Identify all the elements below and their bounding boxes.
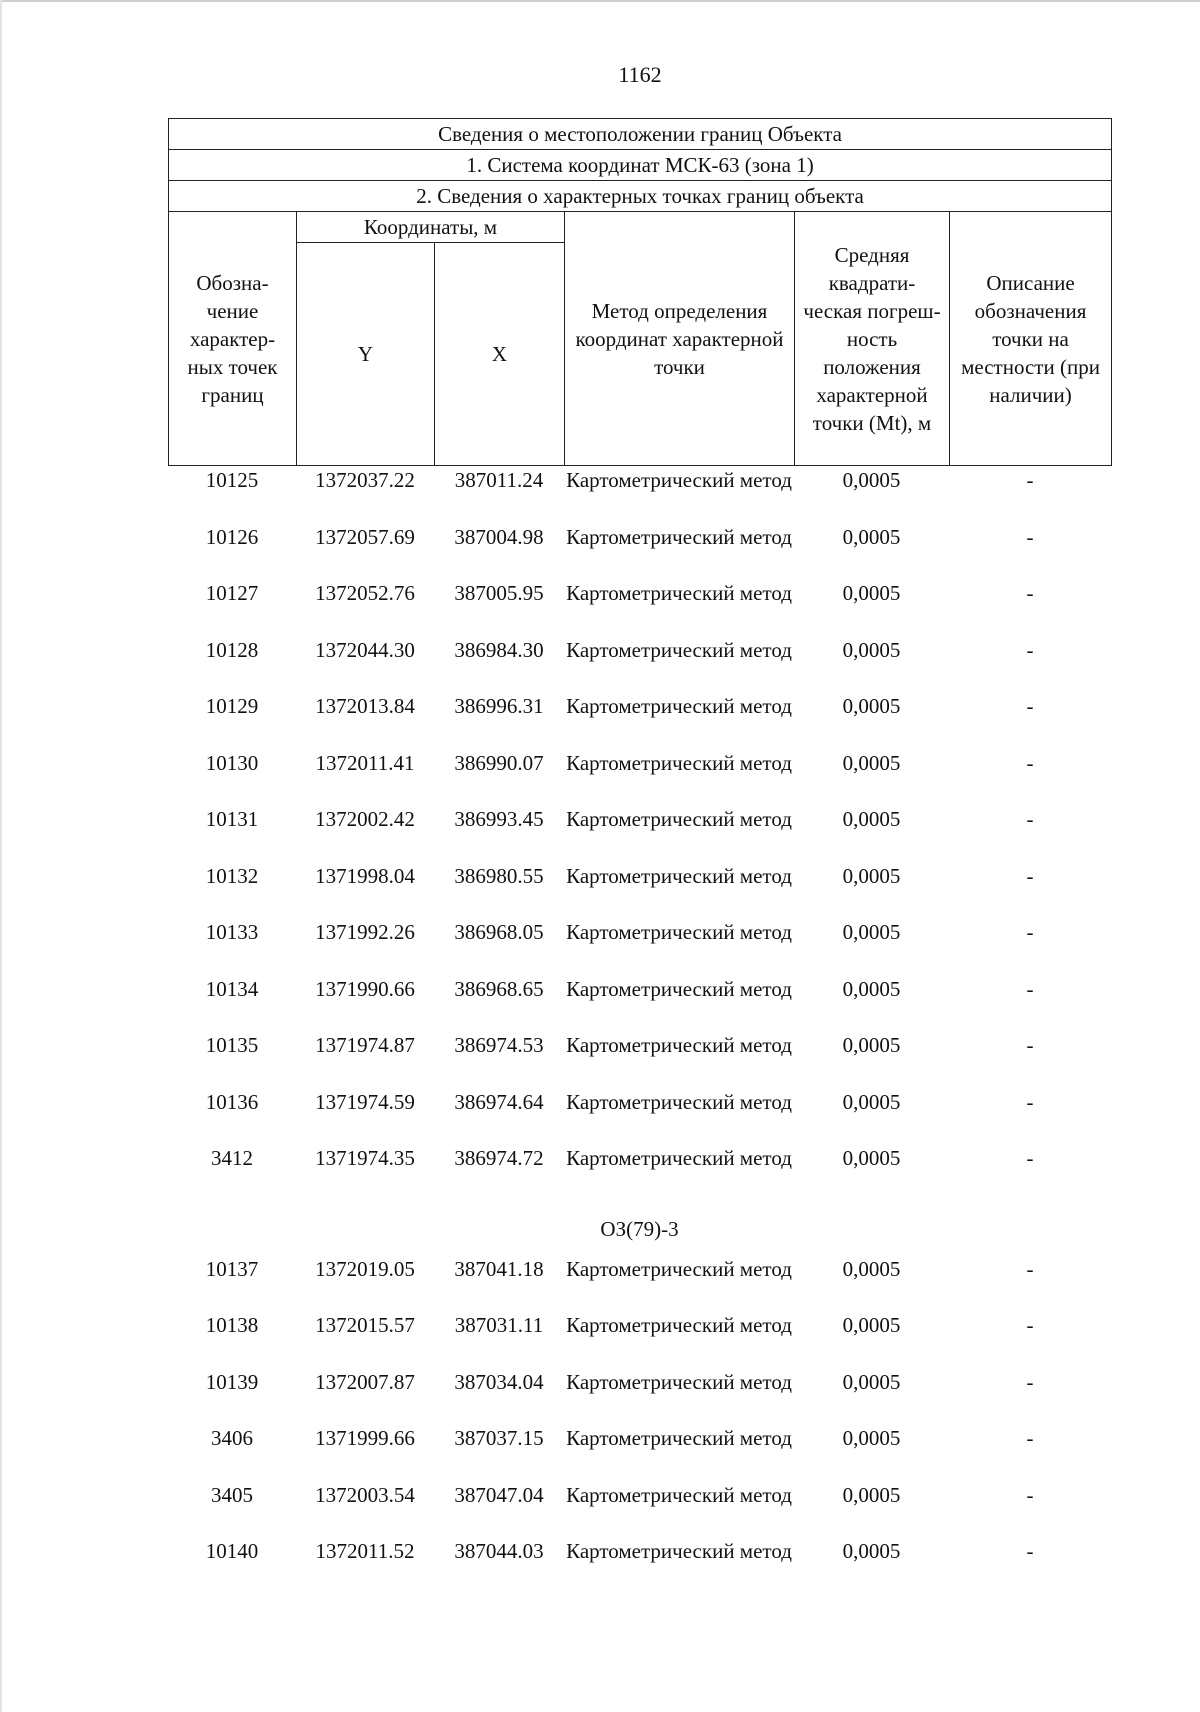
cell-method: Картометрический метод bbox=[566, 468, 792, 492]
cell-error: 0,0005 bbox=[842, 1033, 901, 1057]
cell-point: 10125 bbox=[205, 468, 259, 492]
cell-error: 0,0005 bbox=[842, 524, 901, 549]
cell-x: 386968.65 bbox=[454, 976, 544, 1001]
cell-description: - bbox=[1026, 581, 1034, 605]
header-table bbox=[168, 118, 1112, 466]
cell-description: - bbox=[1026, 863, 1034, 888]
cell-y: 1371992.26 bbox=[315, 920, 415, 944]
table-row bbox=[168, 466, 1111, 523]
cell-point: 10131 bbox=[205, 807, 259, 831]
cell-method: Картометрический метод bbox=[566, 1089, 792, 1114]
cell-description: - bbox=[1026, 1313, 1034, 1337]
cell-x: 386974.72 bbox=[454, 1146, 544, 1170]
cell-description: - bbox=[1026, 1539, 1034, 1563]
cell-x: 386990.07 bbox=[454, 750, 544, 775]
table-row bbox=[168, 579, 1111, 636]
header-description bbox=[950, 212, 1112, 466]
cell-y: 1372044.30 bbox=[315, 637, 415, 662]
table-title: Сведения о местоположении границ Объекта bbox=[169, 119, 1112, 150]
table-row bbox=[168, 975, 1111, 1032]
cell-x: 386984.30 bbox=[454, 637, 544, 662]
cell-y: 1371974.35 bbox=[315, 1146, 415, 1170]
cell-y: 1372011.41 bbox=[315, 750, 415, 775]
cell-method: Картометрический метод bbox=[566, 807, 792, 831]
table-row bbox=[168, 1311, 1111, 1368]
table-body bbox=[168, 466, 1111, 1594]
cell-method: Картометрический метод bbox=[566, 581, 792, 605]
cell-method: Картометрический метод bbox=[566, 1426, 792, 1450]
cell-error: 0,0005 bbox=[842, 637, 901, 662]
cell-description: - bbox=[1026, 1089, 1034, 1114]
cell-x: 387047.04 bbox=[454, 1482, 544, 1507]
coordinate-system-row: 1. Система координат МСК-63 (зона 1) bbox=[169, 150, 1112, 181]
table-row bbox=[168, 749, 1111, 806]
cell-point: 10129 bbox=[205, 694, 259, 718]
cell-method: Картометрический метод bbox=[566, 863, 792, 888]
cell-description: - bbox=[1026, 694, 1034, 718]
header-error-text: Средняя квадрати-ческая погреш-ность положения характерной точки (Mt), м bbox=[803, 242, 941, 435]
cell-y: 1371974.59 bbox=[315, 1089, 415, 1114]
scan-edge-top bbox=[0, 0, 1200, 2]
cell-description: - bbox=[1026, 468, 1034, 492]
cell-description: - bbox=[1026, 920, 1034, 944]
cell-method: Картометрический метод bbox=[566, 1539, 792, 1563]
table-row bbox=[168, 523, 1111, 580]
cell-x: 386996.31 bbox=[454, 694, 544, 718]
cell-point: 10137 bbox=[205, 1256, 259, 1281]
cell-point: 10128 bbox=[205, 637, 259, 662]
cell-point: 3406 bbox=[211, 1426, 253, 1450]
cell-method: Картометрический метод bbox=[566, 1482, 792, 1507]
cell-point: 10135 bbox=[205, 1033, 259, 1057]
cell-error: 0,0005 bbox=[842, 468, 901, 492]
cell-y: 1371974.87 bbox=[315, 1033, 415, 1057]
cell-y: 1372019.05 bbox=[315, 1256, 415, 1281]
cell-error: 0,0005 bbox=[842, 1539, 901, 1563]
cell-error: 0,0005 bbox=[842, 807, 901, 831]
cell-y: 1372057.69 bbox=[315, 524, 415, 549]
scan-edge-left bbox=[0, 0, 2, 1712]
table-row bbox=[168, 1144, 1111, 1201]
cell-method: Картометрический метод bbox=[566, 637, 792, 662]
cell-y: 1372007.87 bbox=[315, 1369, 415, 1394]
table-row bbox=[168, 692, 1111, 749]
cell-description: - bbox=[1026, 1369, 1034, 1394]
table-row bbox=[168, 636, 1111, 693]
cell-error: 0,0005 bbox=[842, 1426, 901, 1450]
cell-y: 1372052.76 bbox=[315, 581, 415, 605]
cell-description: - bbox=[1026, 1426, 1034, 1450]
header-method bbox=[565, 212, 795, 466]
cell-y: 1371990.66 bbox=[315, 976, 415, 1001]
cell-point: 10127 bbox=[205, 581, 259, 605]
cell-x: 387037.15 bbox=[454, 1426, 544, 1450]
cell-method: Картометрический метод bbox=[566, 524, 792, 549]
cell-point: 10133 bbox=[205, 920, 259, 944]
cell-method: Картометрический метод bbox=[566, 920, 792, 944]
cell-x: 386968.05 bbox=[454, 920, 544, 944]
cell-description: - bbox=[1026, 637, 1034, 662]
cell-description: - bbox=[1026, 976, 1034, 1001]
cell-x: 387034.04 bbox=[454, 1369, 544, 1394]
cell-y: 1372037.22 bbox=[315, 468, 415, 492]
cell-error: 0,0005 bbox=[842, 1089, 901, 1114]
cell-x: 387004.98 bbox=[454, 524, 544, 549]
cell-point: 10130 bbox=[205, 750, 259, 775]
header-x: X bbox=[435, 243, 565, 466]
header-method-text: Метод определения координат характерной точки bbox=[575, 298, 784, 379]
cell-description: - bbox=[1026, 1146, 1034, 1170]
cell-x: 387044.03 bbox=[454, 1539, 544, 1563]
cell-point: 10132 bbox=[205, 863, 259, 888]
cell-point: 10134 bbox=[205, 976, 259, 1001]
cell-x: 386974.53 bbox=[454, 1033, 544, 1057]
table-row bbox=[168, 1481, 1111, 1538]
cell-x: 387031.11 bbox=[454, 1313, 544, 1337]
cell-point: 10136 bbox=[205, 1089, 259, 1114]
cell-method: Картометрический метод bbox=[566, 1369, 792, 1394]
cell-error: 0,0005 bbox=[842, 1256, 901, 1281]
cell-method: Картометрический метод bbox=[566, 1146, 792, 1170]
cell-point: 10126 bbox=[205, 524, 259, 549]
cell-point: 10139 bbox=[205, 1369, 259, 1394]
cell-y: 1371998.04 bbox=[315, 863, 415, 888]
table-row bbox=[168, 862, 1111, 919]
cell-error: 0,0005 bbox=[842, 750, 901, 775]
header-point-text: Обозна-чение характер-ных точек границ bbox=[187, 270, 278, 407]
cell-method: Картометрический метод bbox=[566, 694, 792, 718]
cell-x: 387011.24 bbox=[454, 468, 544, 492]
table-row bbox=[168, 1368, 1111, 1425]
cell-error: 0,0005 bbox=[842, 1369, 901, 1394]
cell-description: - bbox=[1026, 807, 1034, 831]
table-row bbox=[168, 1031, 1111, 1088]
cell-error: 0,0005 bbox=[842, 1313, 901, 1337]
cell-x: 386980.55 bbox=[454, 863, 544, 888]
header-coordinates: Координаты, м bbox=[297, 212, 565, 243]
cell-error: 0,0005 bbox=[842, 694, 901, 718]
cell-x: 386993.45 bbox=[454, 807, 544, 831]
points-section-row: 2. Сведения о характерных точках границ объекта bbox=[169, 181, 1112, 212]
cell-method: Картометрический метод bbox=[566, 1256, 792, 1281]
cell-point: 10140 bbox=[205, 1539, 259, 1563]
header-point-designation bbox=[169, 212, 297, 466]
cell-x: 387041.18 bbox=[454, 1256, 544, 1281]
cell-method: Картометрический метод bbox=[566, 976, 792, 1001]
header-description-text: Описание обозначения точки на местности (при наличии) bbox=[961, 270, 1100, 407]
cell-y: 1372011.52 bbox=[315, 1539, 415, 1563]
cell-point: 3405 bbox=[211, 1482, 253, 1507]
table-row bbox=[168, 918, 1111, 975]
table-row bbox=[168, 1255, 1111, 1312]
cell-description: - bbox=[1026, 1033, 1034, 1057]
cell-method: Картометрический метод bbox=[566, 750, 792, 775]
cell-description: - bbox=[1026, 1256, 1034, 1281]
cell-y: 1372013.84 bbox=[315, 694, 415, 718]
cell-x: 386974.64 bbox=[454, 1089, 544, 1114]
coordinates-table-header bbox=[168, 118, 1111, 466]
cell-error: 0,0005 bbox=[842, 1482, 901, 1507]
cell-y: 1372015.57 bbox=[315, 1313, 415, 1337]
cell-error: 0,0005 bbox=[842, 920, 901, 944]
cell-y: 1372003.54 bbox=[315, 1482, 415, 1507]
page-number: 1162 bbox=[618, 62, 662, 87]
cell-description: - bbox=[1026, 524, 1034, 549]
cell-description: - bbox=[1026, 750, 1034, 775]
cell-y: 1371999.66 bbox=[315, 1426, 415, 1450]
cell-error: 0,0005 bbox=[842, 581, 901, 605]
table-row bbox=[168, 1424, 1111, 1481]
cell-y: 1372002.42 bbox=[315, 807, 415, 831]
cell-x: 387005.95 bbox=[454, 581, 544, 605]
table-row bbox=[168, 1088, 1111, 1145]
table-row bbox=[168, 1537, 1111, 1594]
cell-point: 10138 bbox=[205, 1313, 259, 1337]
cell-point: 3412 bbox=[211, 1146, 253, 1170]
table-row bbox=[168, 805, 1111, 862]
cell-method: Картометрический метод bbox=[566, 1313, 792, 1337]
cell-error: 0,0005 bbox=[842, 976, 901, 1001]
cell-description: - bbox=[1026, 1482, 1034, 1507]
cell-error: 0,0005 bbox=[842, 863, 901, 888]
cell-error: 0,0005 bbox=[842, 1146, 901, 1170]
cell-method: Картометрический метод bbox=[566, 1033, 792, 1057]
header-error bbox=[795, 212, 950, 466]
group-label: ОЗ(79)-3 bbox=[600, 1216, 679, 1241]
header-y: Y bbox=[297, 243, 435, 466]
